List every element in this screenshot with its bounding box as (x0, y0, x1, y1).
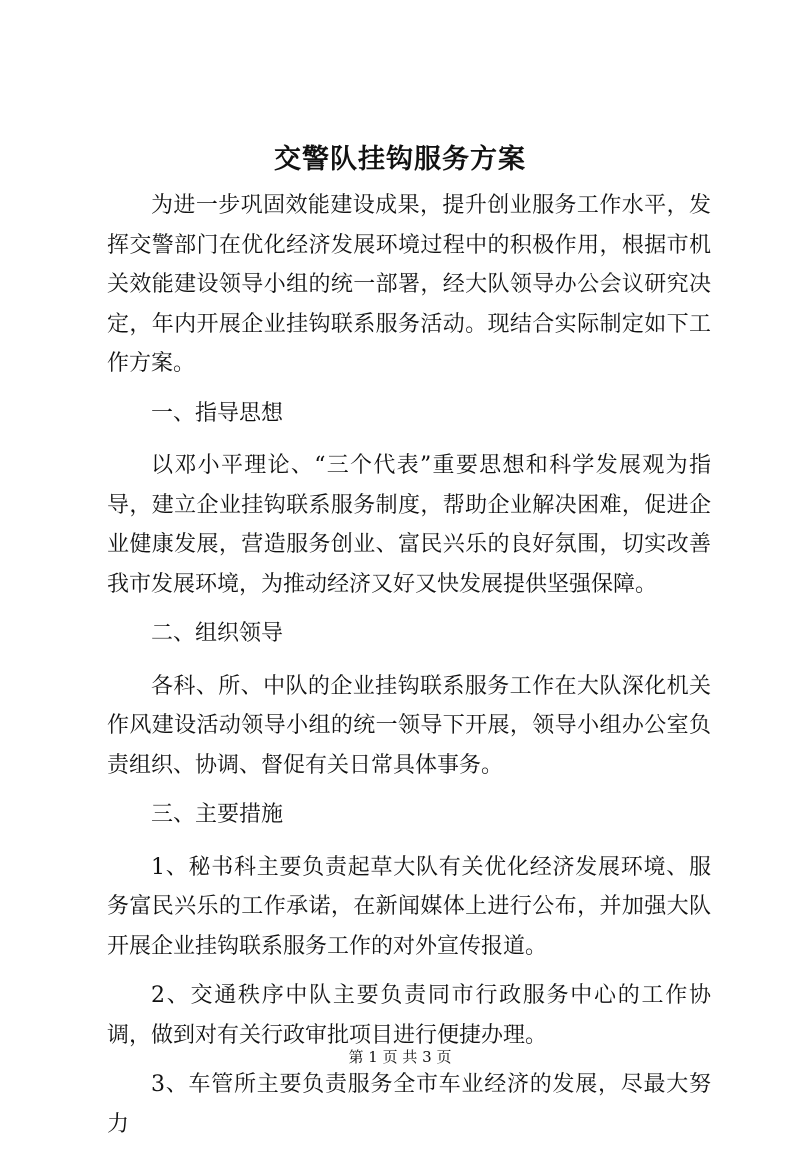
section-heading-guiding-ideology: 一、指导思想 (151, 400, 284, 426)
organization-paragraph: 各科、所、中队的企业挂钩联系服务工作在大队深化机关作风建设活动领导小组的统一领导下开展，领导小组办公室负责组织、协调、督促有关日常具体事务。 (107, 673, 711, 778)
section-heading-organization: 二、组织领导 (151, 621, 284, 646)
section-heading-main-measures: 三、主要措施 (151, 802, 284, 827)
measure-item-2: 2、交通秩序中队主要负责同市行政服务中心的工作协调，做到对有关行政审批项目进行便捷办理。 (107, 983, 711, 1048)
document-title: 交警队挂钩服务方案 (274, 144, 526, 175)
measure-item-3: 3、车管所主要负责服务全市车业经济的发展，尽最大努力 (107, 1072, 711, 1137)
intro-paragraph: 为进一步巩固效能建设成果，提升创业服务工作水平，发挥交警部门在优化经济发展环境过程中的积极作用，根据市机关效能建设领导小组的统一部署，经大队领导办公会议研究决定，年内开展企业挂钩联系服务活动。现结合实际制定如下工作方案。 (107, 193, 711, 376)
measure-item-1: 1、秘书科主要负责起草大队有关优化经济发展环境、服务富民兴乐的工作承诺，在新闻媒体上进行公布，并加强大队开展企业挂钩联系服务工作的对外宣传报道。 (107, 854, 711, 959)
guiding-ideology-paragraph: 以邓小平理论、“三个代表”重要思想和科学发展观为指导，建立企业挂钩联系服务制度，帮助企业解决困难，促进企业健康发展，营造服务创业、富民兴乐的良好氛围，切实改善我市发展环境，为推动经济又好又快发展提供坚强保障。 (107, 453, 711, 597)
page-footer: 第 1 页 共 3 页 (348, 1048, 452, 1066)
document-body (107, 186, 711, 1154)
